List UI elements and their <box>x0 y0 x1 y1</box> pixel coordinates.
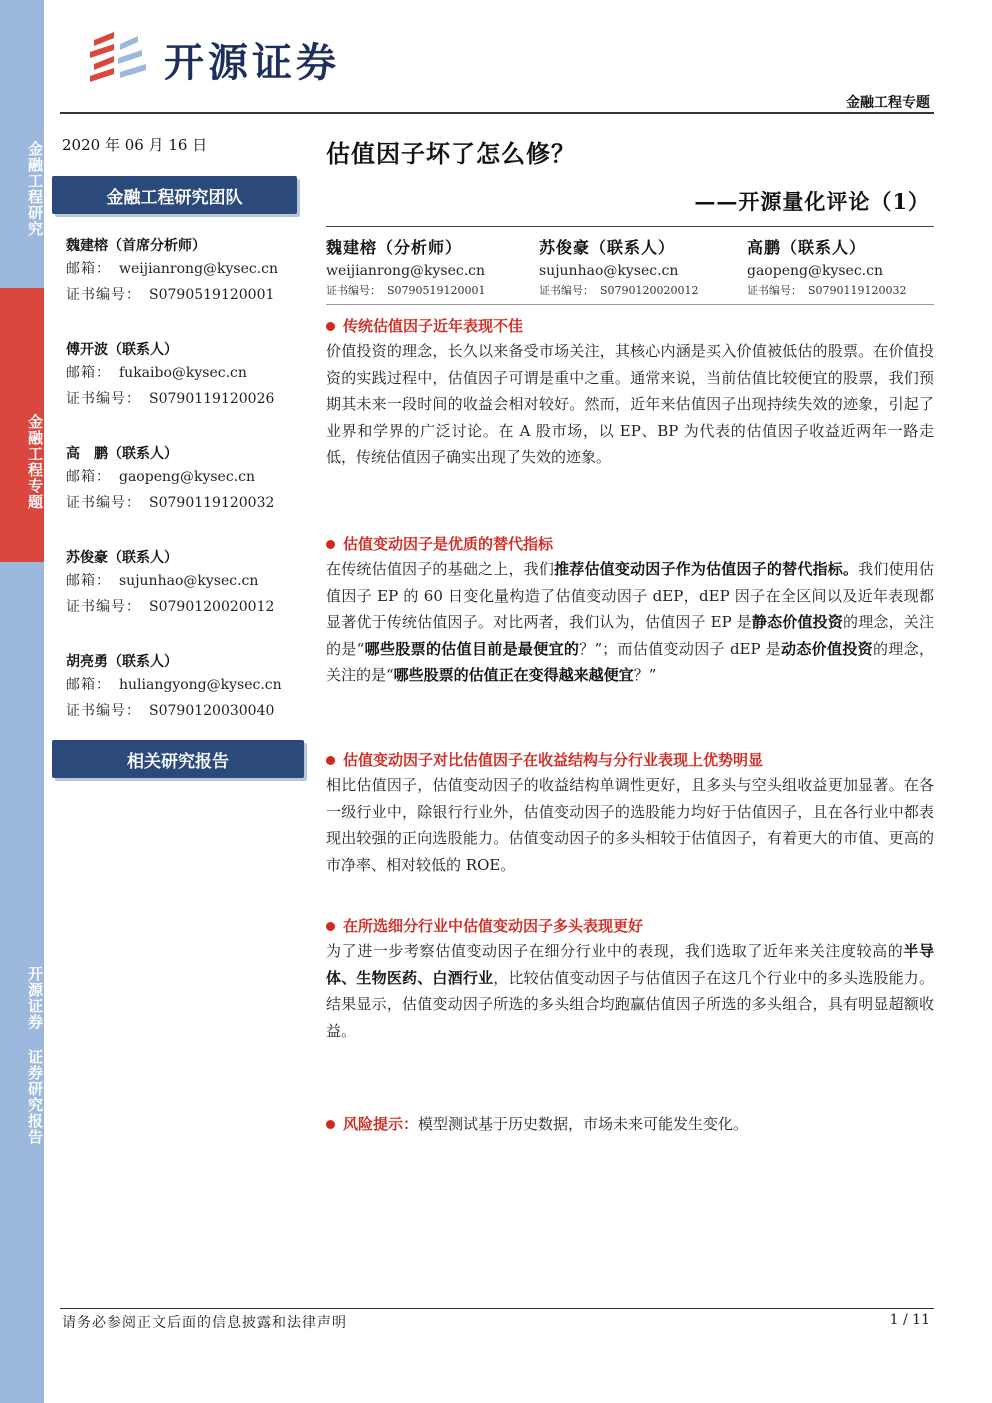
body-emphasis: 静态价值投资 <box>751 613 844 631</box>
member-email-line <box>66 256 306 282</box>
cert-label: 证书编号： <box>66 495 141 511</box>
member-cert: S0790119120032 <box>149 495 275 511</box>
email-label: 邮箱： <box>66 677 111 693</box>
section-sub-industry <box>326 914 934 1044</box>
member-cert: S0790120020012 <box>149 599 275 615</box>
member-email: sujunhao@kysec.cn <box>119 573 259 589</box>
author-cert: S0790119120032 <box>808 284 907 297</box>
member-cert: S0790519120001 <box>149 287 275 303</box>
member-email-line <box>66 672 306 698</box>
body-text: 的理念，关注的是“ <box>326 613 934 658</box>
member-email: gaopeng@kysec.cn <box>119 469 255 485</box>
header-tag: 金融工程专题 <box>846 95 930 111</box>
report-date: 2020 年 06 月 16 日 <box>62 136 208 154</box>
member-name: 魏建榕（首席分析师） <box>66 238 206 254</box>
section-heading-text: 在所选细分行业中估值变动因子多头表现更好 <box>343 917 644 935</box>
cert-label: 证书编号： <box>747 284 802 297</box>
page-title: 估值因子坏了怎么修？ <box>326 139 576 168</box>
author-cert-line <box>539 282 699 300</box>
author-cert: S0790519120001 <box>387 284 486 297</box>
section-body <box>326 938 934 1044</box>
bullet-icon <box>326 922 335 931</box>
member-email-line <box>66 568 306 594</box>
author-email: sujunhao@kysec.cn <box>539 263 679 279</box>
cert-label: 证书编号： <box>66 703 141 719</box>
member-name: 高 鹏（联系人） <box>66 446 178 462</box>
company-logo <box>88 28 340 90</box>
team-members <box>66 236 306 756</box>
author-block <box>747 236 907 300</box>
body-emphasis: 动态价值投资 <box>781 639 873 658</box>
email-label: 邮箱： <box>66 261 111 277</box>
body-text: 为了进一步考察估值变动因子在细分行业中的表现，我们选取了近年来关注度较高的 <box>326 942 904 960</box>
team-member <box>66 548 306 652</box>
team-member <box>66 340 306 444</box>
member-name: 苏俊豪（联系人） <box>66 550 178 566</box>
member-cert-line <box>66 282 306 308</box>
section-traditional-valuation <box>326 314 934 471</box>
section-body <box>326 556 934 689</box>
logo-text: 开源证券 <box>164 39 340 86</box>
author-name: 苏俊豪（联系人） <box>539 238 676 257</box>
email-label: 邮箱： <box>66 573 111 589</box>
header-rule <box>60 112 934 114</box>
cert-label: 证书编号： <box>66 391 141 407</box>
section-heading-text: 估值变动因子是优质的替代指标 <box>343 535 554 553</box>
footer-disclaimer: 请务必参阅正文后面的信息披露和法律声明 <box>62 1315 347 1331</box>
author-cert-line <box>747 282 907 300</box>
side-label-research: 金融工程研究 <box>0 0 44 288</box>
author-block <box>326 236 486 300</box>
member-email-line <box>66 360 306 386</box>
author-cert: S0790120020012 <box>600 284 699 297</box>
section-heading <box>326 748 934 772</box>
member-email: fukaibo@kysec.cn <box>119 365 247 381</box>
bullet-icon <box>326 322 335 331</box>
team-member <box>66 236 306 340</box>
cert-label: 证书编号： <box>326 284 381 297</box>
risk-label: 风险提示： <box>343 1115 419 1133</box>
body-text: ？”；而估值变动因子 dEP 是 <box>579 639 782 658</box>
side-strip <box>0 0 44 1403</box>
member-cert-line <box>66 490 306 516</box>
body-text: ，比较估值变动因子与估值因子在这几个行业中的多头选股能力。结果显示，估值变动因子所选的多头组合均跑赢估值因子所选的多头组合，具有明显超额收益。 <box>326 968 934 1040</box>
bullet-icon <box>326 540 335 549</box>
authors-rule <box>326 304 934 305</box>
body-text: 我们使用估值因子 EP 的 60 日变化量构造了估值变动因子 dEP，dEP 因子在全区间以及近年表现都显著优于传统估值因子。对比两者，我们认为，估值因子 EP 是 <box>326 560 934 631</box>
body-emphasis: 半导体、生物医药、白酒行业 <box>326 942 934 987</box>
author-block <box>539 236 699 300</box>
body-emphasis: 哪些股票的估值目前是最便宜的 <box>364 639 580 658</box>
section-heading <box>326 532 934 556</box>
section-heading <box>326 314 934 338</box>
section-heading <box>326 914 934 938</box>
member-cert-line <box>66 594 306 620</box>
section-body: 价值投资的理念，长久以来备受市场关注，其核心内涵是买入价值被低估的股票。在价值投资的实践过程中，估值因子可谓是重中之重。通常来说，当前估值比较便宜的股票，我们预期其未来一段时间的收益会相对较好。然而，近年来估值因子出现持续失效的迹象，引起了业界和学界的广泛讨论。在 A 股市场，以 EP、BP 为代表的估值因子收益近两年一路走低，传统估值因子确实出现了失效的迹象。 <box>326 342 934 466</box>
cert-label: 证书编号： <box>66 287 141 303</box>
logo-mark-icon <box>88 30 154 88</box>
section-return-structure <box>326 748 934 878</box>
team-title: 金融工程研究团队 <box>52 176 297 214</box>
body-text: 的理念，关注的是“ <box>326 639 934 684</box>
member-email-line <box>66 464 306 490</box>
risk-text: 模型测试基于历史数据，市场未来可能发生变化。 <box>418 1115 749 1133</box>
cert-label: 证书编号： <box>539 284 594 297</box>
member-cert-line <box>66 698 306 724</box>
side-label-topic: 金融工程专题 <box>0 288 44 562</box>
member-cert: S0790120030040 <box>149 703 275 719</box>
section-valuation-change <box>326 532 934 689</box>
body-text: ？” <box>633 666 657 684</box>
member-name: 傅开波（联系人） <box>66 342 178 358</box>
author-cert-line <box>326 282 486 300</box>
bullet-icon <box>326 756 335 765</box>
author-name: 魏建榕（分析师） <box>326 238 463 257</box>
member-email: huliangyong@kysec.cn <box>119 677 282 693</box>
footer-rule <box>60 1308 934 1309</box>
title-rule <box>326 226 934 227</box>
author-email: gaopeng@kysec.cn <box>747 263 883 279</box>
page-number: 1 / 11 <box>889 1312 930 1328</box>
body-text: 在传统估值因子的基础之上，我们 <box>326 560 555 578</box>
email-label: 邮箱： <box>66 365 111 381</box>
section-body: 相比估值因子，估值变动因子的收益结构单调性更好，且多头与空头组收益更加显著。在各一级行业中，除银行行业外，估值变动因子的选股能力均好于估值因子，且在各行业中都表现出较强的正向选股能力。估值变动因子的多头相较于估值因子，有着更大的市值、更高的市净率、相对较低的 ROE。 <box>326 776 934 874</box>
risk-notice <box>326 1112 748 1136</box>
cert-label: 证书编号： <box>66 599 141 615</box>
section-heading-text: 传统估值因子近年表现不佳 <box>343 317 524 335</box>
author-email: weijianrong@kysec.cn <box>326 263 486 279</box>
member-name: 胡亮勇（联系人） <box>66 654 178 670</box>
section-heading-text: 估值变动因子对比估值因子在收益结构与分行业表现上优势明显 <box>343 751 764 769</box>
email-label: 邮箱： <box>66 469 111 485</box>
team-member <box>66 444 306 548</box>
related-reports-title: 相关研究报告 <box>52 740 304 778</box>
bullet-icon <box>326 1120 335 1129</box>
side-label-report: 开源证券 证券研究报告 <box>0 562 44 1403</box>
member-cert-line <box>66 386 306 412</box>
author-name: 高鹏（联系人） <box>747 238 867 257</box>
member-cert: S0790119120026 <box>149 391 275 407</box>
page-subtitle: ——开源量化评论（1） <box>694 189 930 214</box>
member-email: weijianrong@kysec.cn <box>119 261 279 277</box>
body-emphasis: 哪些股票的估值正在变得越来越便宜 <box>393 666 634 684</box>
body-emphasis: 推荐估值变动因子作为估值因子的替代指标。 <box>554 560 859 578</box>
